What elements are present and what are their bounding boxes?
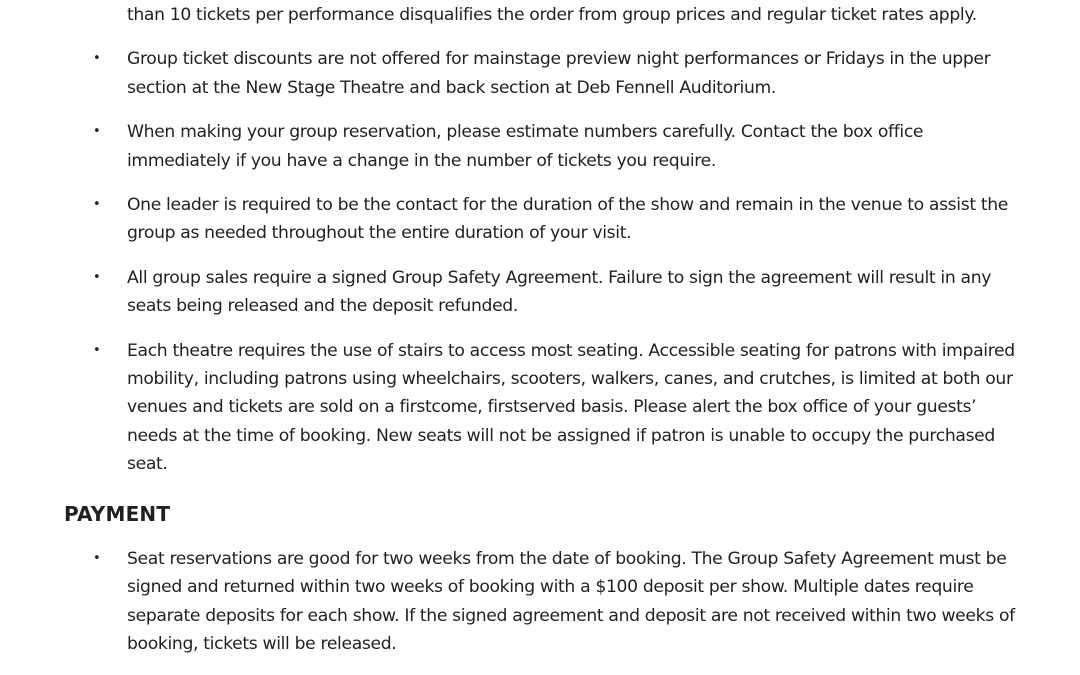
list-item bbox=[0, 45, 1080, 102]
list-item-text: Seat reservations are good for two weeks from the date of booking. The Group Safety Agreement must be signed and returned within two weeks of booking with a $100 deposit per show. Multiple dates require separate deposits for each show. If the signed agreement and deposit are not received within two weeks of booking, tickets will be released. bbox=[127, 549, 1015, 655]
payment-heading: PAYMENT bbox=[64, 502, 171, 526]
list-item-text: Group ticket discounts are not offered for mainstage preview night performances or Fridays in the upper section at the New Stage Theatre and back section at Deb Fennell Auditorium. bbox=[127, 49, 991, 98]
list-item bbox=[0, 264, 1080, 321]
list-item-text: When making your group reservation, please estimate numbers carefully. Contact the box office immediately if you have a change in the number of tickets you require. bbox=[127, 122, 924, 171]
list-item-continuation bbox=[0, 1, 1080, 29]
list-item bbox=[0, 337, 1080, 479]
bullet-icon: • bbox=[93, 51, 101, 67]
list-item bbox=[0, 545, 1080, 659]
bullet-icon: • bbox=[93, 342, 101, 358]
list-item-text: than 10 tickets per performance disqualifies the order from group prices and regular ticket rates apply. bbox=[127, 5, 977, 25]
bullet-icon: • bbox=[93, 124, 101, 140]
list-item-text: One leader is required to be the contact for the duration of the show and remain in the venue to assist the group as needed throughout the entire duration of your visit. bbox=[127, 195, 1008, 244]
list-item-text: All group sales require a signed Group Safety Agreement. Failure to sign the agreement will result in any seats being released and the deposit refunded. bbox=[127, 267, 992, 317]
list-item bbox=[0, 118, 1080, 175]
list-item bbox=[0, 191, 1080, 248]
bullet-icon: • bbox=[93, 197, 101, 213]
bullet-icon: • bbox=[93, 269, 101, 285]
list-item-text: Each theatre requires the use of stairs to access most seating. Accessible seating for patrons with impaired mobility, including patrons using wheelchairs, scooters, walkers, canes, and crutches, is limited at both our venues and tickets are sold on a firstcome, firstserved basis. Please alert the box office of your guests’ needs at the time of booking. New seats will not be assigned if patron is unable to occupy the purchased seat. bbox=[127, 340, 1015, 475]
group-policy-list bbox=[0, 1, 1080, 479]
payment-list bbox=[0, 545, 1080, 659]
bullet-icon: • bbox=[93, 551, 101, 566]
